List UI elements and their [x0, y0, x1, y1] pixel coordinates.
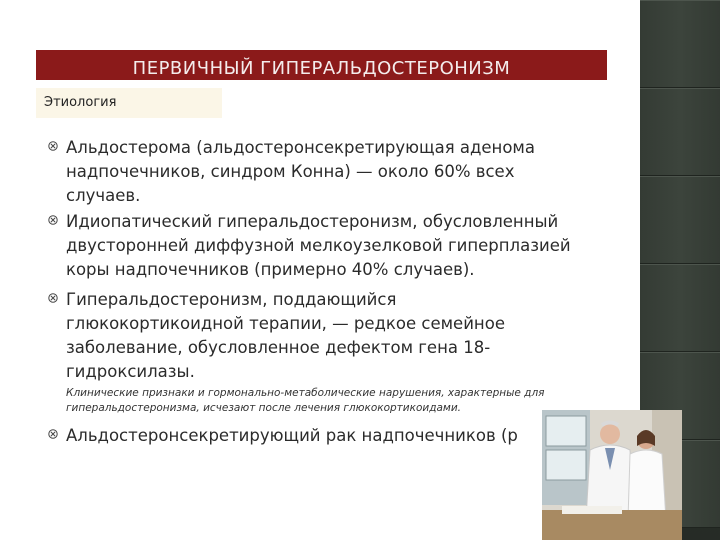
list-item-main-text: Гиперальдостеронизм, поддающийся глюкокортикоидной терапии, — редкое семейное заболевание, обусловленное дефектом гена 18-гидроксилазы.	[66, 290, 505, 381]
doctors-photo	[542, 410, 682, 540]
list-item-text	[66, 288, 536, 384]
circled-cross-icon	[48, 141, 58, 151]
slide-subtitle: Этиология	[44, 95, 117, 110]
list-item	[48, 288, 608, 416]
circled-cross-icon	[48, 215, 58, 225]
list-item-text: Альдостеронсекретирующий рак надпочечников (р	[66, 426, 518, 445]
list-item	[48, 136, 568, 208]
list-item-text: Идиопатический гиперальдостеронизм, обусловленный двусторонней диффузной мелкоузелковой гиперплазией коры надпочечников (примерно 40% случаев).	[66, 212, 571, 279]
slide-title-bar	[36, 50, 607, 80]
list-item	[48, 424, 548, 448]
doctors-illustration	[542, 410, 682, 540]
circled-cross-icon	[48, 429, 58, 439]
slide-title: ПЕРВИЧНЫЙ ГИПЕРАЛЬДОСТЕРОНИЗМ	[132, 58, 511, 79]
slide-subtitle-box	[36, 88, 222, 118]
list-item-text: Альдостерома (альдостеронсекретирующая аденома надпочечников, синдром Конна) — около 60% всех случаев.	[66, 138, 535, 205]
list-item	[48, 210, 608, 282]
circled-cross-icon	[48, 293, 58, 303]
list-item-note: Клинические признаки и гормонально-метаболические нарушения, характерные для гиперальдостеронизма, исчезают после лечения глюкокортикоидами.	[66, 387, 545, 414]
